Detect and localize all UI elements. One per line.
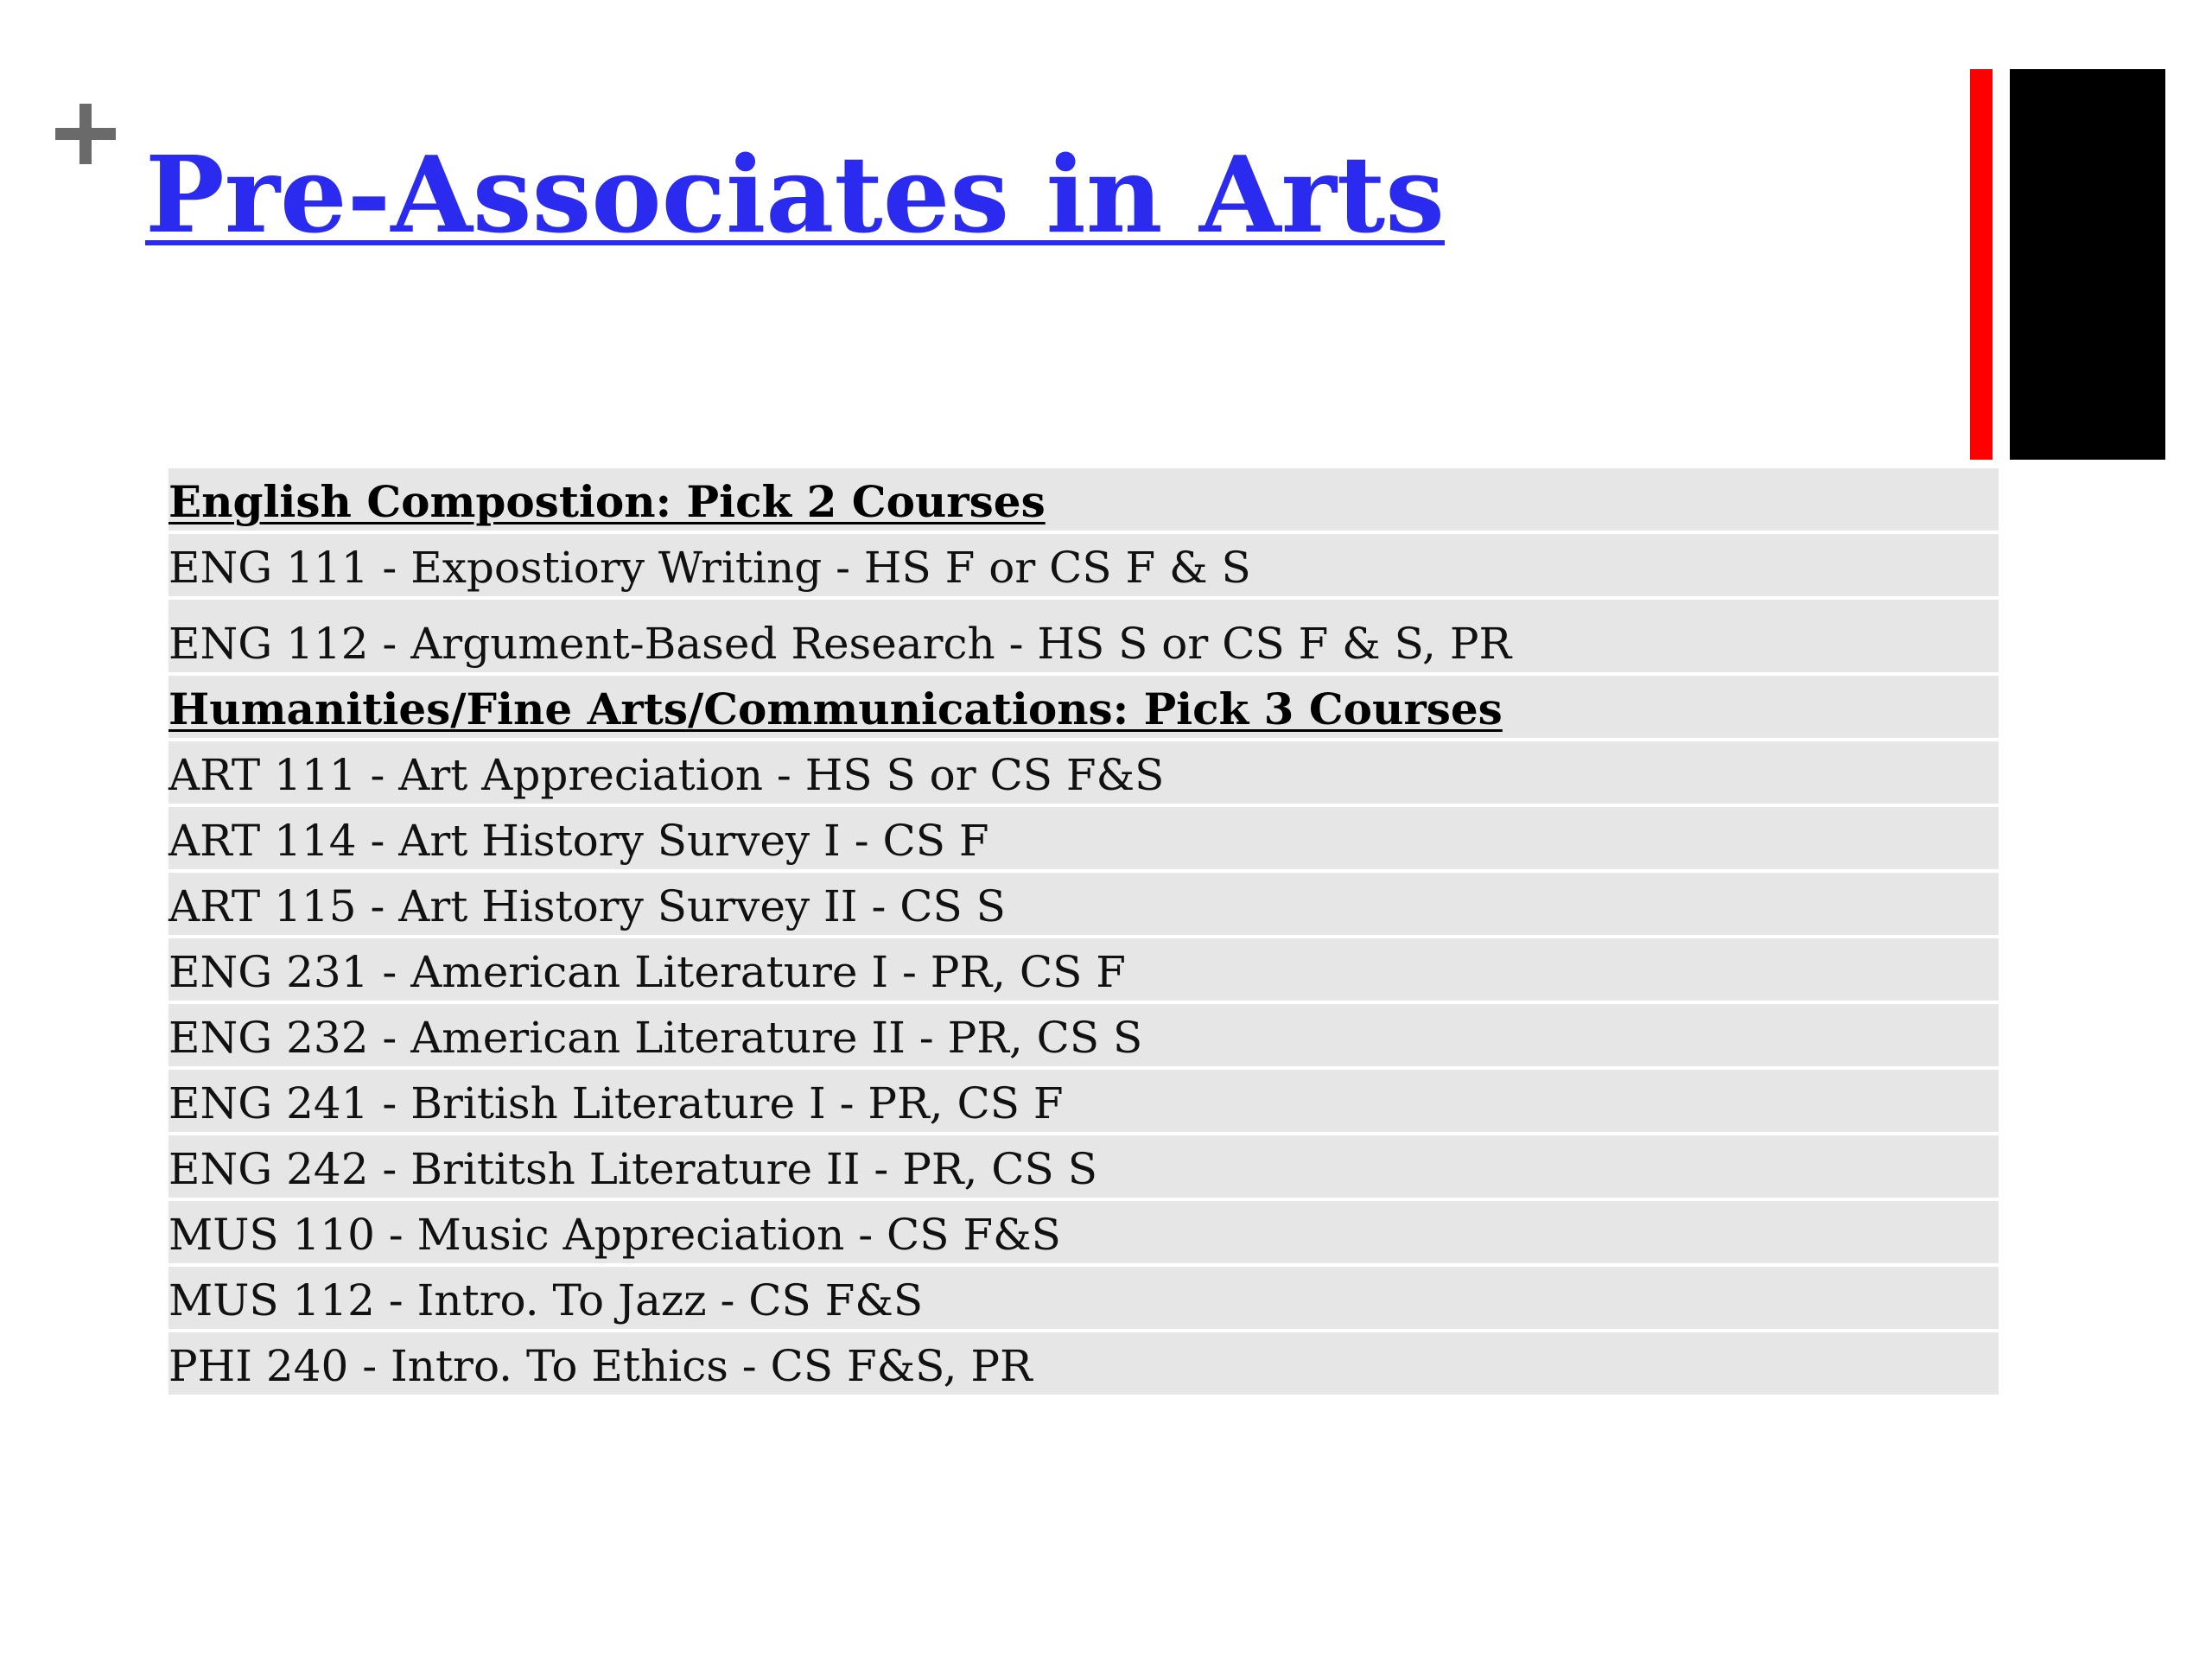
row-text: ENG 112 - Argument-Based Research - HS S or CS F & S, PR <box>168 619 1512 669</box>
row-text: ART 115 - Art History Survey II - CS S <box>168 881 1006 931</box>
course-row-eng-241 <box>168 1070 1999 1132</box>
row-text: ENG 241 - British Literature I - PR, CS F <box>168 1078 1064 1128</box>
course-row-phi-240 <box>168 1332 1999 1395</box>
course-table <box>168 468 1999 1398</box>
course-row-eng-112 <box>168 600 1999 672</box>
course-row-eng-231 <box>168 938 1999 1001</box>
plus-icon <box>55 104 116 164</box>
course-row-art-115 <box>168 873 1999 935</box>
course-row-eng-111 <box>168 534 1999 596</box>
slide-title-link[interactable]: Pre-Associates in Arts <box>145 132 1445 257</box>
section-heading-humanities <box>168 676 1999 738</box>
row-text: MUS 112 - Intro. To Jazz - CS F&S <box>168 1275 924 1325</box>
course-row-mus-112 <box>168 1267 1999 1329</box>
course-row-art-114 <box>168 807 1999 869</box>
course-row-eng-232 <box>168 1004 1999 1066</box>
row-text: Humanities/Fine Arts/Communications: Pick 3 Courses <box>168 683 1503 734</box>
row-text: ART 114 - Art History Survey I - CS F <box>168 816 989 866</box>
row-text: ENG 111 - Expostiory Writing - HS F or CS F & S <box>168 543 1251 593</box>
row-text: ART 111 - Art Appreciation - HS S or CS F&S <box>168 750 1165 800</box>
row-text: ENG 232 - American Literature II - PR, CS S <box>168 1013 1143 1063</box>
row-text: ENG 231 - American Literature I - PR, CS F <box>168 947 1126 997</box>
row-text: MUS 110 - Music Appreciation - CS F&S <box>168 1210 1061 1260</box>
black-accent-bar <box>2010 69 2165 460</box>
course-row-art-111 <box>168 741 1999 804</box>
section-heading-english <box>168 468 1999 531</box>
course-row-eng-242 <box>168 1135 1999 1198</box>
course-row-mus-110 <box>168 1201 1999 1263</box>
row-text: ENG 242 - Brititsh Literature II - PR, CS S <box>168 1144 1097 1194</box>
row-text: English Compostion: Pick 2 Courses <box>168 476 1046 527</box>
row-text: PHI 240 - Intro. To Ethics - CS F&S, PR <box>168 1341 1033 1391</box>
red-accent-bar <box>1970 69 1993 460</box>
